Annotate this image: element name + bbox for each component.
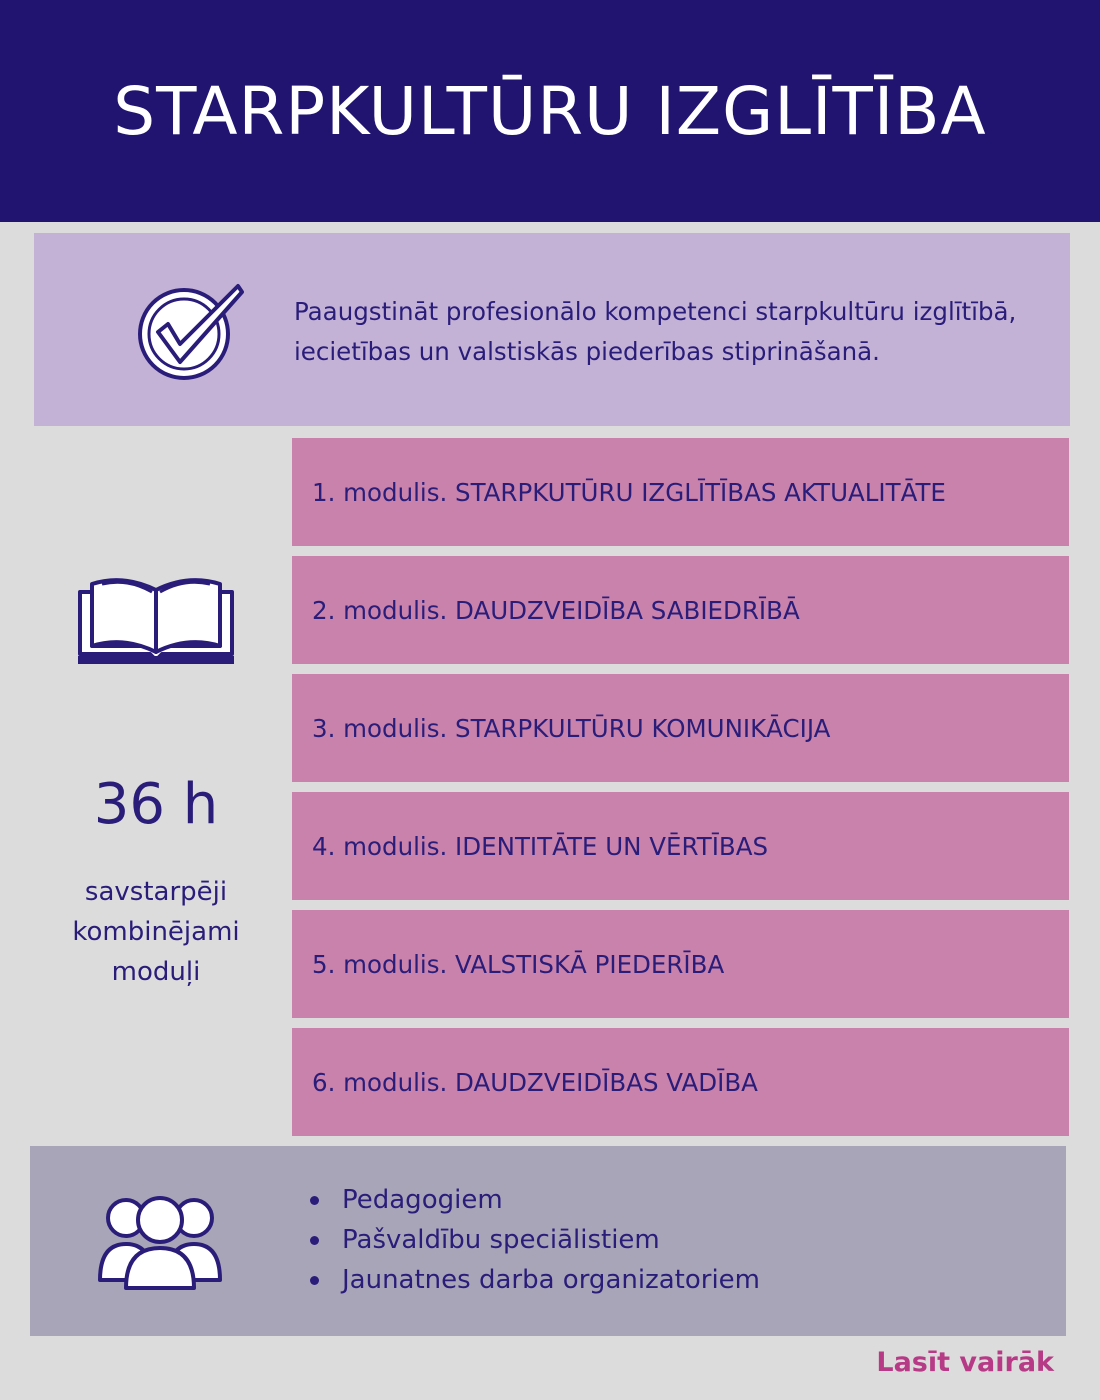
module-item-4: 4. modulis. IDENTITĀTE UN VĒRTĪBAS — [292, 792, 1069, 900]
page-header — [0, 0, 1100, 222]
audience-panel — [30, 1146, 1066, 1336]
audience-item-label: Pašvaldību speciālistiem — [342, 1225, 660, 1255]
goal-panel — [34, 233, 1070, 426]
module-item-2: 2. modulis. DAUDZVEIDĪBA SABIEDRĪBĀ — [292, 556, 1069, 664]
module-item-5: 5. modulis. VALSTISKĀ PIEDERĪBA — [292, 910, 1069, 1018]
open-book-icon — [74, 570, 238, 668]
goal-text: Paaugstināt profesionālo kompetenci starpkultūru izglītībā, iecietības un valstiskās piederības stiprināšanā. — [294, 297, 1017, 366]
bullet-icon — [310, 1236, 319, 1245]
module-item-3: 3. modulis. STARPKULTŪRU KOMUNIKĀCIJA — [292, 674, 1069, 782]
bullet-icon — [310, 1196, 319, 1205]
audience-item-label: Pedagogiem — [342, 1185, 503, 1215]
read-more-link[interactable]: Lasīt vairāk — [876, 1347, 1054, 1378]
people-group-icon — [98, 1192, 222, 1290]
check-circle-icon — [134, 278, 246, 384]
audience-item — [310, 1260, 760, 1300]
page-title: STARPKULTŪRU IZGLĪTĪBA — [113, 72, 987, 150]
audience-item-label: Jaunatnes darba organizatoriem — [342, 1265, 760, 1295]
audience-list — [310, 1180, 760, 1300]
audience-item — [310, 1180, 760, 1220]
hours-description: savstarpēji kombinējami moduļi — [72, 877, 240, 987]
bullet-icon — [310, 1276, 319, 1285]
hours-value: 36 h — [93, 772, 219, 837]
module-item-6: 6. modulis. DAUDZVEIDĪBAS VADĪBA — [292, 1028, 1069, 1136]
module-item-1: 1. modulis. STARPKUTŪRU IZGLĪTĪBAS AKTUALITĀTE — [292, 438, 1069, 546]
audience-item — [310, 1220, 760, 1260]
module-list — [292, 438, 1069, 1146]
